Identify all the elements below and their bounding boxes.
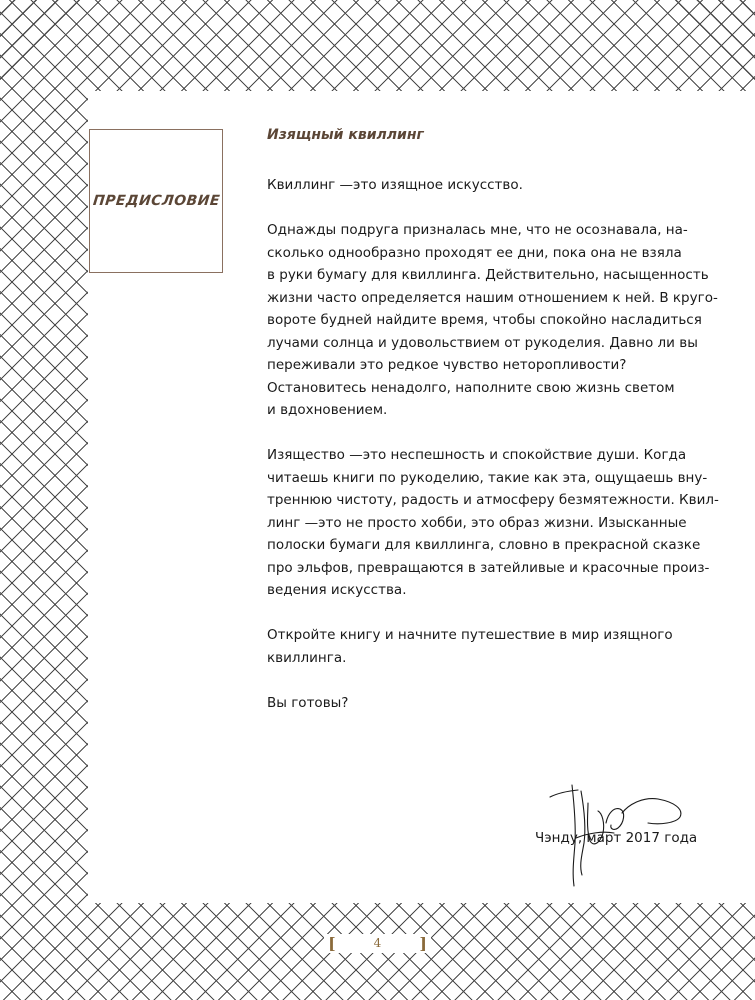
page-number: 4 (373, 936, 382, 950)
text-line: Квиллинг —это изящное искусство. (267, 177, 523, 193)
text-line: переживали это редкое чувство неторопливости? (267, 357, 627, 373)
text-line: вороте будней найдите время, чтобы спокойно насладиться (267, 312, 702, 328)
text-line: линг —это не просто хобби, это образ жизни. Изысканные (267, 514, 687, 531)
section-title: Изящный квиллинг (267, 127, 424, 143)
right-bracket-icon: ] (419, 933, 427, 953)
text-line: Изящество —это неспешность и спокойствие души. Когда (267, 447, 687, 463)
paragraph-4 (267, 624, 697, 669)
left-bracket-icon: [ (328, 933, 336, 953)
signature-line: Чэнду, март 2017 года (535, 830, 698, 846)
text-line: в руки бумагу для квиллинга. Действительно, насыщенность (267, 267, 709, 283)
text-line: и вдохновением. (267, 402, 388, 418)
paragraph-2 (267, 219, 718, 422)
text-line: лучами солнца и удовольствием от рукоделия. Давно ли вы (267, 334, 698, 351)
text-line: Вы готовы? (267, 694, 349, 711)
chapter-box (89, 129, 223, 273)
footer-inner (324, 934, 431, 953)
body-text (267, 174, 719, 737)
text-line: треннюю чистоту, радость и атмосферу безмятежности. Квил- (267, 492, 719, 508)
chapter-label: ПРЕДИСЛОВИЕ (91, 193, 221, 209)
text-line: ведения искусства. (267, 582, 407, 598)
text-line: квиллинга. (267, 649, 347, 666)
page-footer (0, 933, 755, 953)
paragraph-3 (267, 444, 719, 602)
text-line: полоски бумаги для квиллинга, словно в прекрасной сказке (267, 537, 701, 553)
text-line: Однажды подруга призналась мне, что не осознавала, на- (267, 222, 688, 238)
text-line: читаешь книги по рукоделию, такие как эта, ощущаешь вну- (267, 469, 708, 486)
text-line: сколько однообразно проходят ее дни, пока она не взяла (267, 244, 682, 261)
text-line: Остановитесь ненадолго, наполните свою жизнь светом (267, 379, 675, 396)
text-line: Откройте книгу и начните путешествие в мир изящного (267, 627, 673, 643)
text-line: про эльфов, превращаются в затейливые и красочные произ- (267, 559, 710, 576)
paragraph-5 (267, 692, 697, 715)
paragraph-1 (267, 174, 697, 197)
text-line: жизни часто определяется нашим отношением к ней. В круго- (267, 289, 718, 306)
